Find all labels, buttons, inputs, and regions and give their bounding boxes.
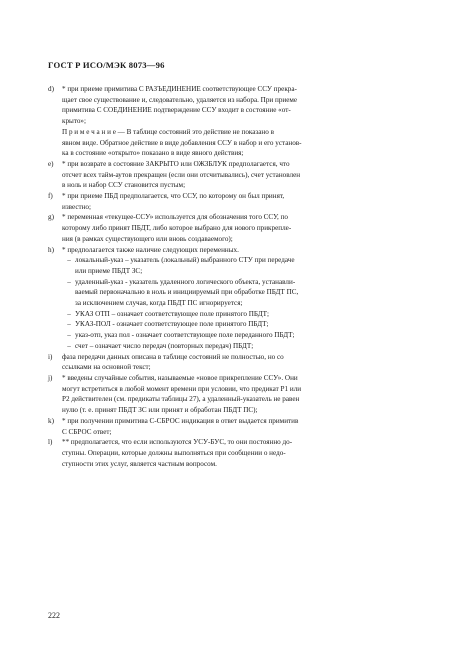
- text-line: известно;: [62, 202, 91, 211]
- text-line: щает свое существование и, следовательно, удаляется из набора. При приеме: [62, 95, 298, 104]
- page-number: 222: [48, 611, 60, 620]
- list-item: [48, 159, 414, 191]
- text-line: * введены случайные события, называемые «новое прикрепление ССУ». Они: [62, 373, 298, 382]
- list-item-label: i): [48, 352, 53, 361]
- text-line: * при получении примитива С-СБРОС индикация в ответ выдается примитив: [62, 416, 299, 425]
- dash-marker: –: [67, 309, 71, 318]
- dash-marker: –: [67, 331, 71, 340]
- dash-marker: –: [67, 277, 71, 286]
- list-item: [48, 416, 414, 437]
- list-item: [48, 437, 414, 469]
- sub-list-item-text: [75, 255, 414, 276]
- sub-list-item: [48, 330, 414, 341]
- list-item-label: h): [48, 245, 54, 254]
- text-line: ** предполагается, что если используются УСУ-БУС, то они постоянно до-: [62, 438, 293, 447]
- text-line: локальный-указ – указатель (локальный) выбранного СТУ при передаче: [75, 256, 295, 265]
- list-group-2: [48, 352, 414, 470]
- text-line: ссылками на основной текст;: [62, 363, 151, 372]
- sub-list-item-text: [75, 330, 414, 341]
- text-line: отсчет всех тайм-аутов прекращен (если они отсчитывались), счет установлен: [62, 170, 301, 179]
- list-item-text: [62, 437, 414, 469]
- text-line: крыто»;: [62, 117, 86, 126]
- list-item-text: [62, 159, 414, 191]
- sub-list-item-text: [75, 341, 414, 352]
- list-item-text: [62, 373, 414, 416]
- list-item-text: [62, 212, 414, 244]
- text-line: * при возврате в состояние ЗАКРЫТО или ОЖЗБЛУК предполагается, что: [62, 159, 290, 168]
- dash-marker: –: [67, 256, 71, 265]
- list-item-text: [62, 191, 414, 212]
- sub-list-item-text: [75, 309, 414, 320]
- text-line: фаза передачи данных описана в таблице состояний не полностью, но со: [62, 352, 284, 361]
- list-item-label: j): [48, 373, 53, 382]
- list-item: [48, 245, 414, 256]
- sub-list-item: [48, 319, 414, 330]
- text-line: примитива С СОЕДИНЕНИЕ подтверждение ССУ входит в состояние «от-: [62, 106, 291, 115]
- text-line: которому либо принят ПБДТ, либо которое выбрано для нового прикрепле-: [62, 224, 292, 233]
- text-line: Р2 действителен (см. предикаты таблицы 27), а удаленный-указатель не равен: [62, 395, 300, 404]
- sub-list-item: [48, 341, 414, 352]
- list-item-text: [62, 416, 414, 437]
- text-line: С СБРОС ответ;: [62, 427, 112, 436]
- text-line: могут встретиться в любой момент времени при условии, что предикат Р1 или: [62, 384, 302, 393]
- dash-marker: –: [67, 341, 71, 350]
- page-header: ГОСТ Р ИСО/МЭК 8073—96: [48, 60, 165, 70]
- text-line: указ-отп, указ пол - означает соответствующее поле переданного ПБДТ;: [75, 331, 295, 340]
- list-item-text: [62, 245, 414, 256]
- sub-list: [48, 255, 414, 351]
- text-line: УКАЗ ОТП – означает соответствующее поле принятого ПБДТ;: [75, 309, 269, 318]
- text-line: * переменная «текущее-ССУ» используется для обозначения того ССУ, по: [62, 213, 288, 222]
- list-item-text: [62, 352, 414, 373]
- list-item-label: g): [48, 213, 54, 222]
- text-line: ния (в рамках существующего или вновь создаваемого);: [62, 234, 233, 243]
- text-line: удаленный-указ - указатель удаленного логического объекта, устанавли-: [75, 277, 296, 286]
- list-item: [48, 212, 414, 244]
- sub-list-item-text: [75, 277, 414, 309]
- text-line: явном виде. Обратное действие в виде добавления ССУ в набор и его установ-: [62, 138, 302, 147]
- list-item-label: l): [48, 438, 53, 447]
- list-group-1: [48, 84, 414, 255]
- list-item: [48, 84, 414, 159]
- text-line: УКАЗ-ПОЛ - означает соответствующее поле принятого ПБДТ;: [75, 320, 269, 329]
- text-line: ка в состояние «открыто» показано в виде явного действия;: [62, 149, 244, 158]
- text-line: ступности этих услуг, является частным вопросом.: [62, 459, 217, 468]
- text-line: ваемый первоначально в ноль и инициируемый при обработке ПБДТ ПС,: [75, 288, 299, 297]
- text-line: П р и м е ч а н и е — В таблице состояний это действие не показано в: [62, 127, 274, 136]
- text-line: нулю (т. е. принят ПБДТ ЗС или принят и обработан ПБДТ ПС);: [62, 406, 258, 415]
- list-item: [48, 191, 414, 212]
- text-line: * при приеме ПБД предполагается, что ССУ, по которому он был принят,: [62, 192, 285, 201]
- text-line: или приеме ПБДТ ЗС;: [75, 266, 143, 275]
- text-line: ступны. Операции, которые должны выполняться при сообщении о недо-: [62, 448, 286, 457]
- text-line: в ноль и набор ССУ становится пустым;: [62, 181, 186, 190]
- sub-list-item: [48, 255, 414, 276]
- list-item-text: [62, 84, 414, 159]
- list-item: [48, 373, 414, 416]
- list-item-label: e): [48, 159, 54, 168]
- list-item: [48, 352, 414, 373]
- sub-list-item: [48, 277, 414, 309]
- page-body: [48, 84, 414, 469]
- sub-list-item-text: [75, 319, 414, 330]
- text-line: счет – означает число передач (повторных передач) ПБДТ;: [75, 341, 254, 350]
- sub-list-item: [48, 309, 414, 320]
- text-line: за исключением случая, когда ПБДТ ПС игнорируется;: [75, 299, 243, 308]
- dash-marker: –: [67, 320, 71, 329]
- list-item-label: f): [48, 192, 53, 201]
- text-line: * предполагается также наличие следующих переменных.: [62, 245, 239, 254]
- list-item-label: d): [48, 85, 54, 93]
- list-item-label: k): [48, 416, 54, 425]
- text-line: * при приеме примитива С РАЗЪЕДИНЕНИЕ соответствующее ССУ прекра-: [62, 85, 297, 93]
